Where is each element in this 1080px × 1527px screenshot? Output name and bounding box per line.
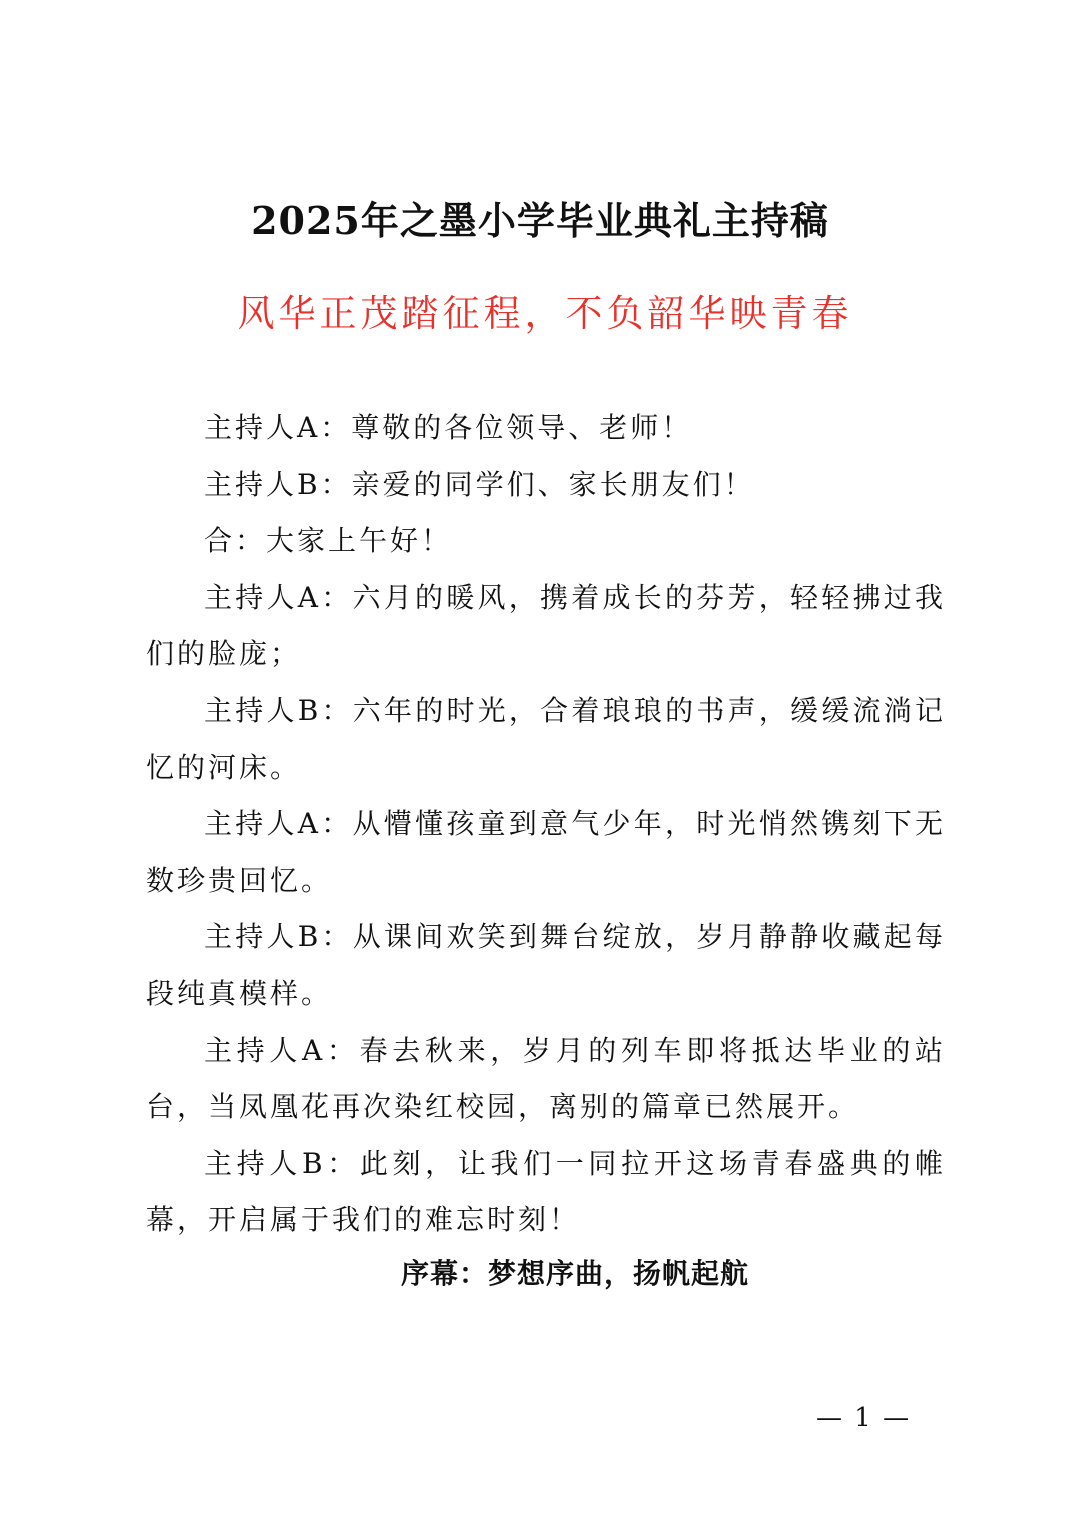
paragraph: 合：大家上午好！ bbox=[204, 524, 453, 558]
paragraph: 主持人B：此刻，让我们一同拉开这场青春盛典的帷幕，开启属于我们的难忘时刻！ bbox=[146, 1146, 946, 1237]
paragraph: 主持人A：尊敬的各位领导、老师！ bbox=[204, 411, 693, 444]
section-heading: 序幕：梦想序曲，扬帆起航 bbox=[400, 1257, 749, 1290]
script-body bbox=[146, 400, 946, 1249]
paragraph: 主持人B：从课间欢笑到舞台绽放，岁月静静收藏起每段纯真模样。 bbox=[146, 920, 946, 1010]
paragraph: 主持人B：亲爱的同学们、家长朋友们！ bbox=[204, 467, 755, 501]
paragraph: 主持人A：春去秋来，岁月的列车即将抵达毕业的站台，当凤凰花再次染红校园，离别的篇章已然展开。 bbox=[146, 1033, 946, 1124]
document-subtitle: 风华正茂踏征程，不负韶华映青春 bbox=[237, 292, 853, 335]
page-number: — 1 — bbox=[816, 1403, 912, 1433]
paragraph: 主持人A：从懵懂孩童到意气少年，时光悄然镌刻下无数珍贵回忆。 bbox=[146, 807, 946, 897]
document-title: 2025年之墨小学毕业典礼主持稿 bbox=[251, 198, 829, 243]
paragraph: 主持人A：六月的暖风，携着成长的芬芳，轻轻拂过我们的脸庞； bbox=[146, 580, 946, 671]
paragraph: 主持人B：六年的时光，合着琅琅的书声，缓缓流淌记忆的河床。 bbox=[146, 693, 946, 784]
